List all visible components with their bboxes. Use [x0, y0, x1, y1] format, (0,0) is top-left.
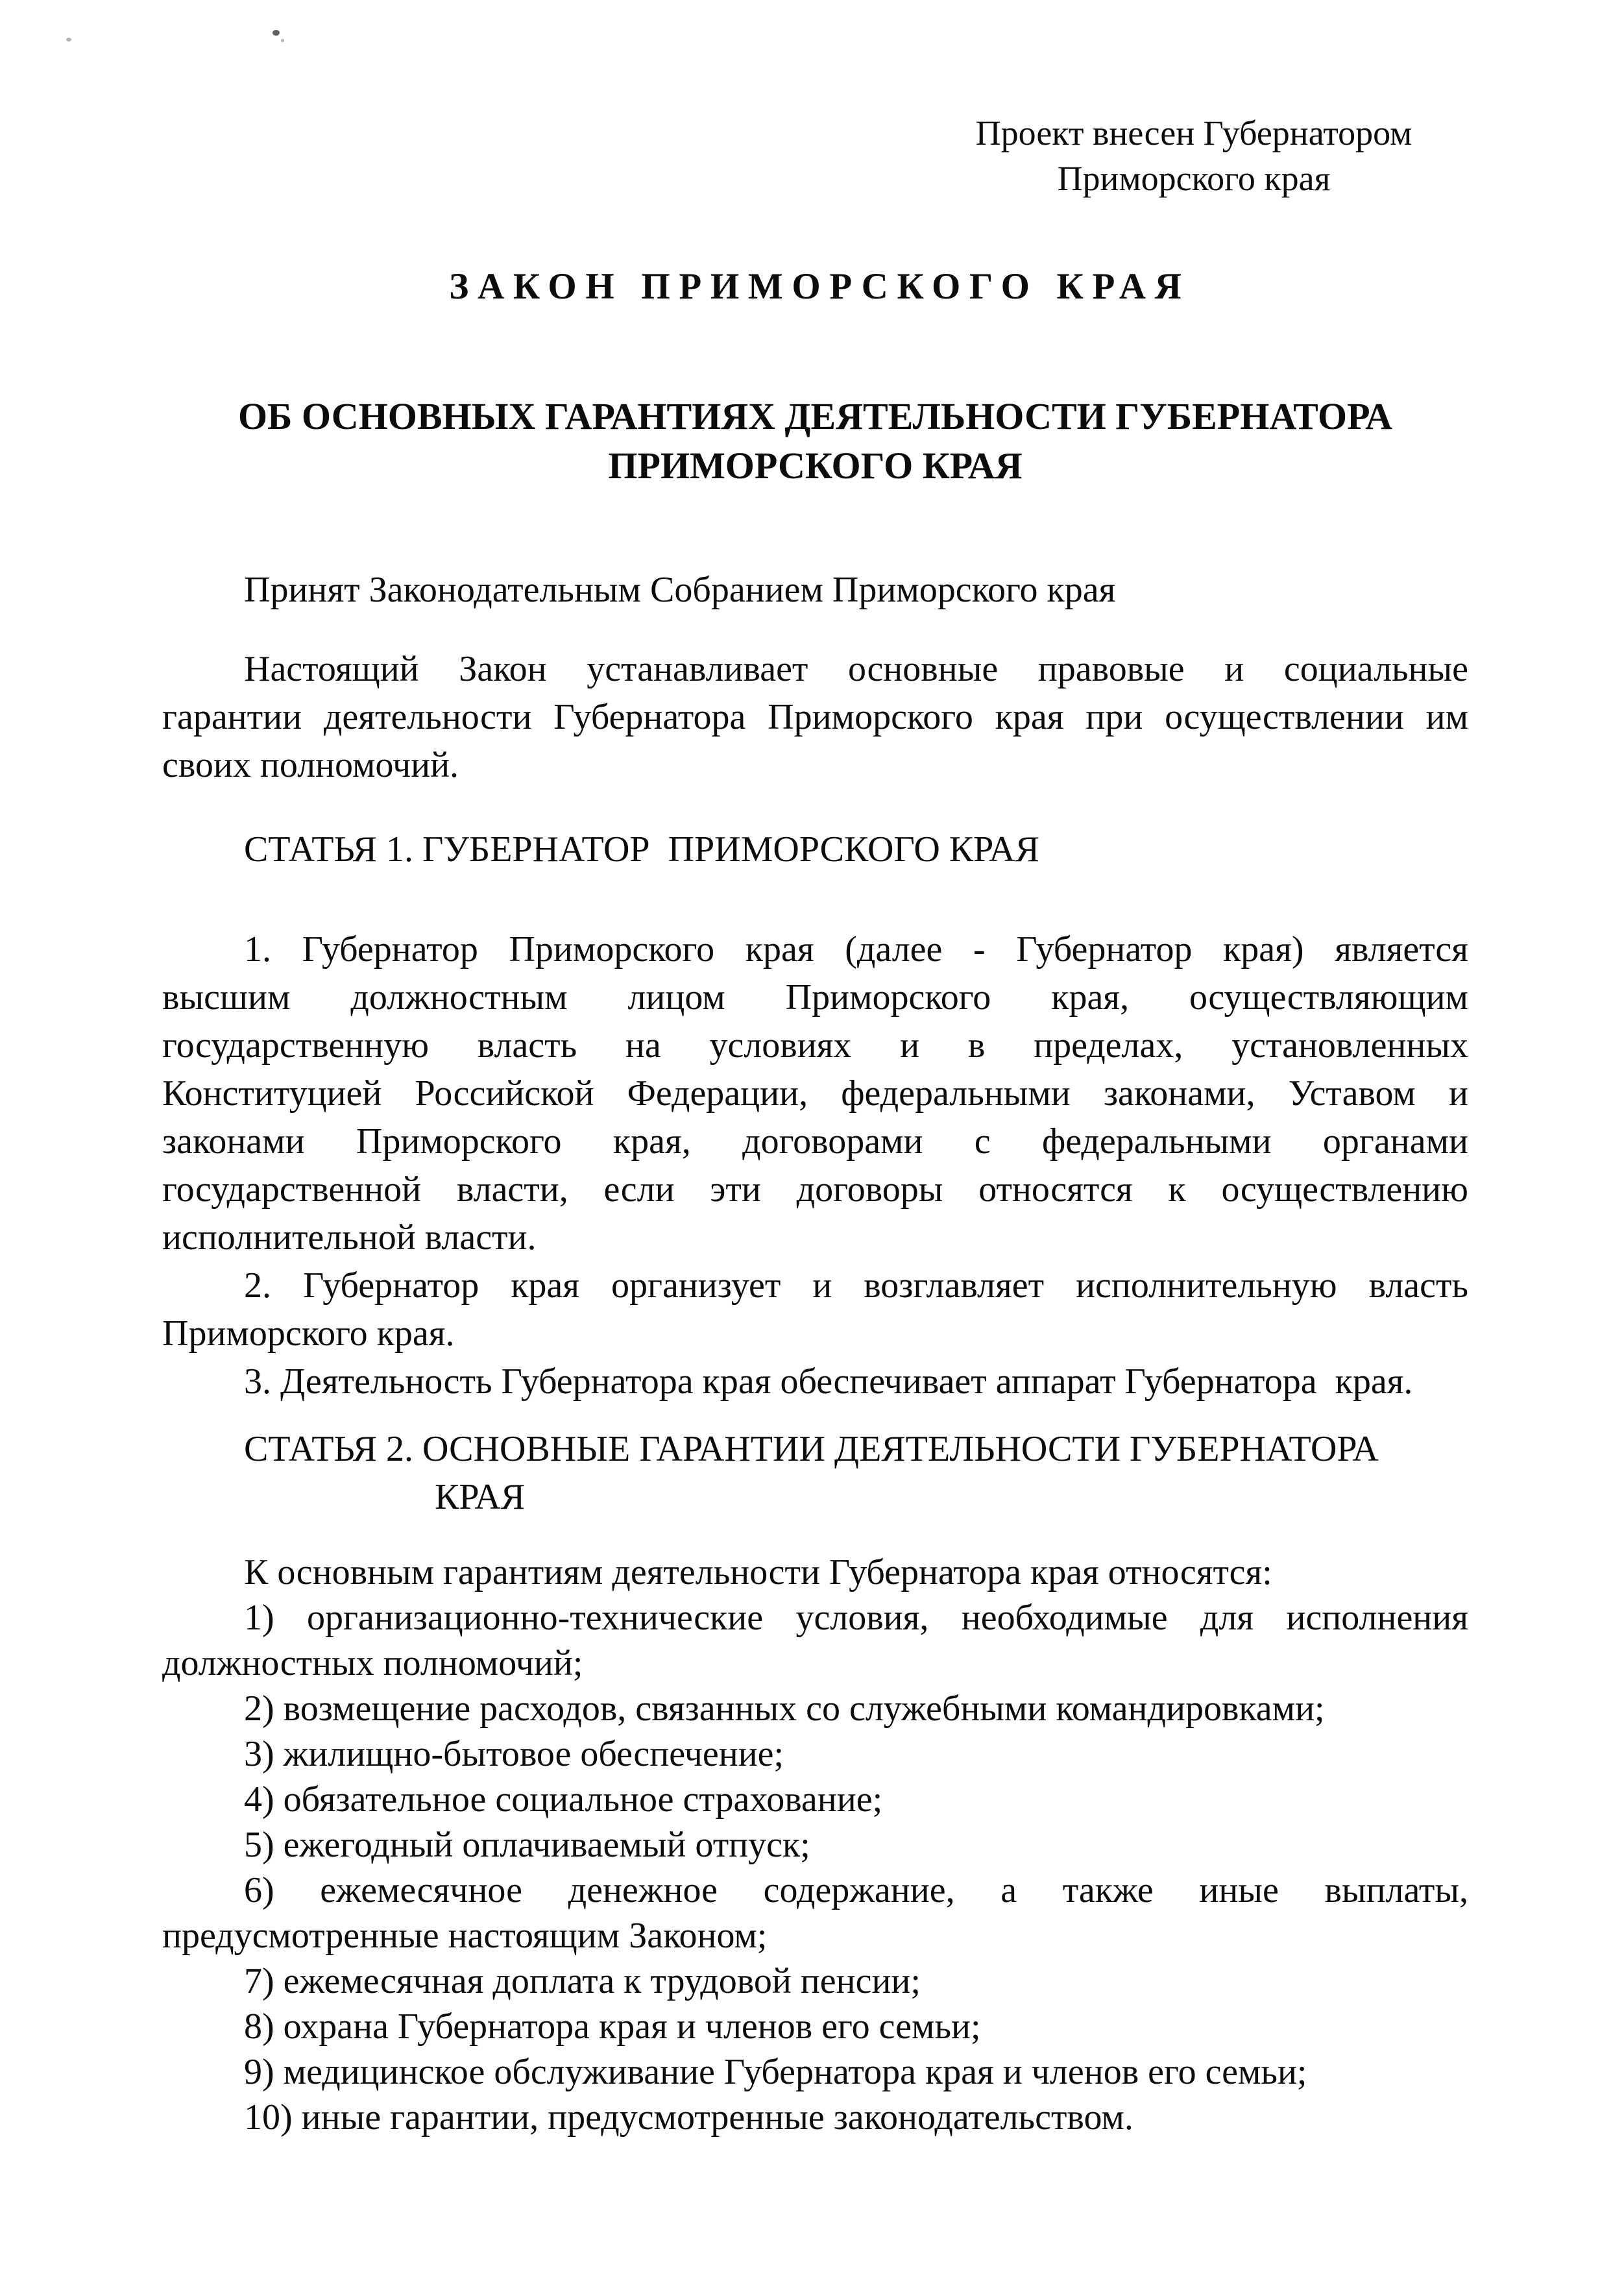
submitted-by-note	[970, 110, 1418, 201]
text-line: высшим должностным лицом Приморского края, осуществляющим	[162, 977, 1468, 1018]
text-line: КРАЯ	[435, 1477, 526, 1517]
text-line: 7) ежемесячная доплата к трудовой пенсии;	[244, 1961, 921, 2001]
text-line: 6) ежемесячное денежное содержание, а также иные выплаты,	[244, 1870, 1468, 1910]
text-line: государственную власть на условиях и в пределах, установленных	[162, 1025, 1468, 1066]
text-line: 5) ежегодный оплачиваемый отпуск;	[244, 1825, 810, 1865]
adopted-statement	[162, 566, 1468, 614]
law-subtitle	[162, 392, 1468, 491]
law-subtitle-line: ОБ ОСНОВНЫХ ГАРАНТИЯХ ДЕЯТЕЛЬНОСТИ ГУБЕРНАТОРА	[237, 395, 1393, 437]
text-line: 3. Деятельность Губернатора края обеспечивает аппарат Губернатора края.	[244, 1361, 1413, 1402]
text-line: предусмотренные настоящим Законом;	[162, 1916, 768, 1956]
text-line: гарантии деятельности Губернатора Приморского края при осуществлении им	[162, 697, 1468, 737]
text-line: Приморского края.	[162, 1313, 455, 1354]
article-2-heading	[162, 1425, 1468, 1521]
article-1-body	[162, 925, 1468, 1406]
article-1-heading	[162, 825, 1468, 873]
text-line: законами Приморского края, договорами с федеральными органами	[162, 1121, 1468, 1162]
text-line: 2. Губернатор края организует и возглавляет исполнительную власть	[244, 1265, 1468, 1306]
scan-speck	[66, 38, 71, 42]
text-line: 2) возмещение расходов, связанных со служебными командировками;	[244, 1688, 1325, 1729]
article-heading-line: СТАТЬЯ 1. ГУБЕРНАТОР ПРИМОРСКОГО КРАЯ	[244, 829, 1039, 870]
text-line: СТАТЬЯ 2. ОСНОВНЫЕ ГАРАНТИИ ДЕЯТЕЛЬНОСТИ ГУБЕРНАТОРА	[244, 1429, 1379, 1469]
text-line: Принят Законодательным Собранием Приморского края	[244, 570, 1116, 610]
text-line: Конституцией Российской Федерации, федеральными законами, Уставом и	[162, 1073, 1468, 1114]
text-line: 4) обязательное социальное страхование;	[244, 1779, 883, 1820]
law-subtitle-line: ПРИМОРСКОГО КРАЯ	[608, 445, 1023, 487]
text-line: 1. Губернатор Приморского края (далее - Губернатор края) является	[244, 929, 1468, 969]
article-2-body	[162, 1550, 1468, 2140]
text-line: 9) медицинское обслуживание Губернатора края и членов его семьи;	[244, 2052, 1307, 2092]
text-line: 10) иные гарантии, предусмотренные законодательством.	[244, 2097, 1133, 2138]
text-line: исполнительной власти.	[162, 1217, 537, 1258]
text-line: Настоящий Закон устанавливает основные правовые и социальные	[244, 649, 1468, 689]
text-line: государственной власти, если эти договоры относятся к осуществлению	[162, 1169, 1468, 1210]
scan-speck	[273, 30, 280, 36]
intro-paragraph	[162, 645, 1468, 789]
text-line: должностных полномочий;	[162, 1643, 583, 1683]
text-line: своих полномочий.	[162, 745, 459, 785]
scan-speck	[281, 39, 284, 42]
text-line: 1) организационно-технические условия, необходимые для исполнения	[244, 1598, 1468, 1638]
submitted-by-line: Проект внесен Губернатором	[975, 114, 1412, 152]
submitted-by-line: Приморского края	[1057, 159, 1331, 198]
text-line: 3) жилищно-бытовое обеспечение;	[244, 1734, 784, 1774]
text-line: 8) охрана Губернатора края и членов его семьи;	[244, 2006, 981, 2047]
law-title: ЗАКОН ПРИМОРСКОГО КРАЯ	[449, 266, 1191, 307]
text-line: К основным гарантиям деятельности Губернатора края относятся:	[244, 1552, 1272, 1592]
